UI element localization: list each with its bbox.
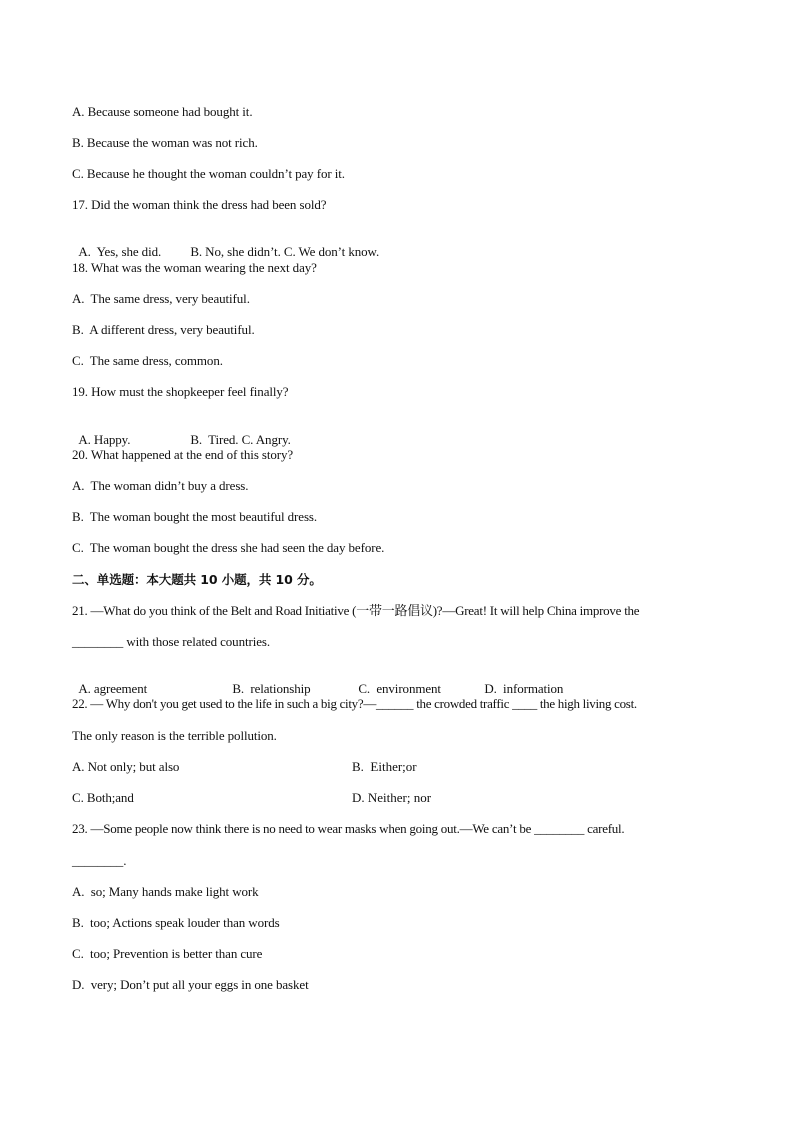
- q22-stem-line2: The only reason is the terrible pollution.: [72, 728, 277, 743]
- q19-options: [72, 416, 291, 448]
- q16-option-b: B. Because the woman was not rich.: [72, 135, 258, 150]
- q22-option-d: D. Neither; nor: [352, 790, 432, 805]
- q17-option-a: A. Yes, she did.: [78, 244, 162, 259]
- q20-stem: 20. What happened at the end of this story?: [72, 447, 294, 462]
- q23-stem-line1: 23. —Some people now think there is no need to wear masks when going out.—We can’t be ________ careful.: [72, 821, 625, 836]
- q21-option-b: B. relationship: [232, 681, 311, 696]
- q20-option-c: C. The woman bought the dress she had seen the day before.: [72, 540, 385, 555]
- q21-option-a: A. agreement: [78, 681, 148, 696]
- q17-stem: 17. Did the woman think the dress had been sold?: [72, 197, 327, 212]
- q23-option-a: A. so; Many hands make light work: [72, 884, 259, 899]
- q19-option-b: B. Tired.: [190, 432, 239, 447]
- q22-option-c: C. Both;and: [72, 790, 134, 805]
- q20-option-b: B. The woman bought the most beautiful dress.: [72, 509, 318, 524]
- q21-option-c: C. environment: [358, 681, 441, 696]
- q23-option-d: D. very; Don’t put all your eggs in one basket: [72, 977, 309, 992]
- q23-stem-line2: ________.: [72, 853, 127, 868]
- q21-options: [72, 665, 563, 697]
- section-heading: 二、单选题：本大题共 10 小题，共 10 分。: [72, 572, 322, 587]
- q22-stem-line1: 22. — Why don't you get used to the life in such a big city?—______ the crowded traffic ____ the high living cost.: [72, 696, 637, 711]
- q18-option-b: B. A different dress, very beautiful.: [72, 322, 255, 337]
- q22-option-b: B. Either;or: [352, 759, 417, 774]
- q16-option-a: A. Because someone had bought it.: [72, 104, 253, 119]
- q17-options: [72, 228, 379, 260]
- q19-option-c: C. Angry.: [241, 432, 291, 447]
- q18-stem: 18. What was the woman wearing the next day?: [72, 260, 317, 275]
- q18-option-a: A. The same dress, very beautiful.: [72, 291, 250, 306]
- q22-option-a: A. Not only; but also: [72, 759, 180, 774]
- q19-stem: 19. How must the shopkeeper feel finally?: [72, 384, 289, 399]
- q18-option-c: C. The same dress, common.: [72, 353, 223, 368]
- q19-option-a: A. Happy.: [78, 432, 131, 447]
- q17-option-b: B. No, she didn’t.: [190, 244, 281, 259]
- q21-stem-line1: 21. —What do you think of the Belt and Road Initiative (一带一路倡议)?—Great! It will help China improve the: [72, 603, 640, 618]
- q23-option-b: B. too; Actions speak louder than words: [72, 915, 280, 930]
- q21-option-d: D. information: [484, 681, 564, 696]
- q17-option-c: C. We don’t know.: [283, 244, 380, 259]
- q16-option-c: C. Because he thought the woman couldn’t pay for it.: [72, 166, 345, 181]
- q21-stem-line2: ________ with those related countries.: [72, 634, 271, 649]
- q23-option-c: C. too; Prevention is better than cure: [72, 946, 263, 961]
- q20-option-a: A. The woman didn’t buy a dress.: [72, 478, 249, 493]
